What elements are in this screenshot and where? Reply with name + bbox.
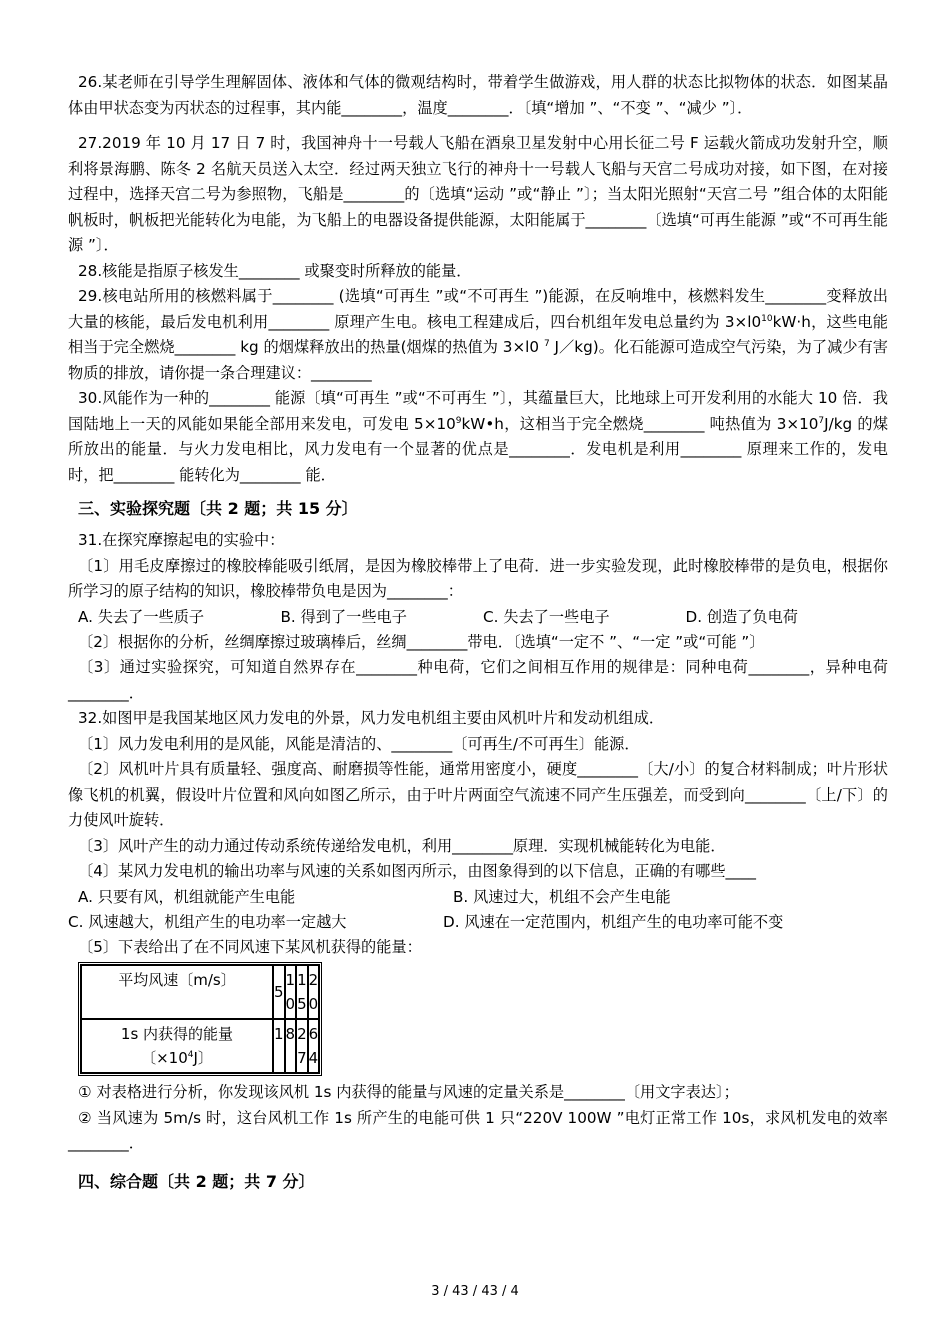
question-32-part-1: 〔1〕风力发电利用的是风能，风能是清洁的、________〔可再生/不可再生〕能源．	[78, 734, 640, 753]
option-a: A. 失去了一些质子	[78, 607, 205, 626]
table-cell: 8	[285, 1019, 297, 1073]
question-31-part-1: 〔1〕用毛皮摩擦过的橡胶棒能吸引纸屑，是因为橡胶棒带上了电荷．进一步实验发现，此时橡胶棒带的是负电，根据你所学习的原子结构的知识，橡胶棒带负电是因为________：	[68, 556, 888, 600]
table-header-wind-speed: 平均风速〔m/s〕	[81, 965, 273, 1019]
question-32-options-row-1	[68, 885, 888, 910]
table-cell: 10	[285, 965, 297, 1019]
option-c: C. 失去了一些电子	[483, 607, 610, 626]
table-cell: 27	[296, 1019, 308, 1073]
question-27: 27.2019 年 10 月 17 日 7 时，我国神舟十一号载人飞船在酒泉卫星发射中心用长征二号 F 运载火箭成功发射升空，顺利将景海鹏、陈冬 2 名航天员送入太空．经过两天独立飞行的神舟十一号载人飞船与天宫二号成功对接，如下图，在对接过程中，选择天宫二号为参照物，飞船是________的〔选填“运动 ”或“静止 ”〕；当太阳光照射“天宫二号 ”组合体的太阳能帆板时，帆板把光能转化为电能，为飞船上的电器设备提供能源，太阳能属于________〔选填“可再生能源 ”或“不可再生能源 ”〕．	[68, 134, 888, 254]
question-31-part-3: 〔3〕通过实验探究，可知道自然界存在________种电荷，它们之间相互作用的规律是：同种电荷________，异种电荷________．	[68, 658, 888, 702]
question-26: 26.某老师在引导学生理解固体、液体和气体的微观结构时，带着学生做游戏，用人群的状态比拟物体的状态．如图某晶体由甲状态变为丙状态的过程事，其内能________，温度________．〔填“增加 ”、“不变 ”、“减少 ”〕．	[68, 73, 888, 117]
table-row	[81, 965, 319, 1019]
table-row	[81, 1019, 319, 1073]
document-page	[68, 70, 888, 1201]
table-cell: 1	[273, 1019, 285, 1073]
question-31-options	[68, 605, 888, 630]
question-32-part-5-1: ① 对表格进行分析，你发现该风机 1s 内获得的能量与风速的定量关系是________〔用文字表达〕；	[78, 1083, 739, 1101]
table-cell: 20	[308, 965, 320, 1019]
section-4-heading: 四、综合题〔共 2 题；共 7 分〕	[78, 1171, 315, 1191]
option-d: D. 风速在一定范围内，机组产生的电功率可能不变	[443, 912, 784, 931]
question-32-part-2: 〔2〕风机叶片具有质量轻、强度高、耐磨损等性能，通常用密度小，硬度________〔大/小〕的复合材料制成；叶片形状像飞机的机翼，假设叶片位置和风向如图乙所示，由于叶片两面空气流速不同产生压强差，而受到向________〔上/下〕的力使风叶旋转．	[68, 760, 888, 829]
question-32-part-5-2: ② 当风速为 5m/s 时，这台风机工作 1s 所产生的电能可供 1 只“220V 100W ”电灯正常工作 10s，求风机发电的效率________．	[68, 1108, 888, 1152]
option-a: A. 只要有风，机组就能产生电能	[78, 887, 296, 906]
question-30: 30.风能作为一种的________ 能源〔填“可再生 ”或“不可再生 ”〕，其蕴量巨大，比地球上可开发利用的水能大 10 倍．我国陆地上一天的风能如果能全部用来发电，可发电 $5\times 10^9kW•h$，这相当于完全燃烧________ 吨热值为 $3\times 10^7J/kg$ 的煤所放出的能量．与火力发电相比，风力发电有一个显著的优点是________．发电机是利用________ 原理来工作的，发电时，把________ 能转化为________ 能．	[68, 389, 889, 484]
option-c: C. 风速越大，机组产生的电功率一定越大	[68, 912, 347, 931]
question-29: 29.核电站所用的核燃料属于________ (选填“可再生 ”或“不可再生 ”)能源，在反响堆中，核燃料发生________变释放出大量的核能，最后发电机利用________ 原理产生电。核电工程建成后，四台机组年发电总量约为 $3\times l0^{10}kW\cdot h$，这些电能相当于完全燃烧________ kg 的烟煤释放出的热量(烟煤的热值为 3×l0 $^7$ J／kg)。化石能源可造成空气污染，为了减少有害物质的排放，请你提一条合理建议：________	[68, 287, 888, 382]
table-header-energy: 1s 内获得的能量 〔$\times 10^4J$〕	[81, 1019, 273, 1073]
section-3-heading: 三、实验探究题〔共 2 题；共 15 分〕	[78, 499, 358, 518]
question-28: 28.核能是指原子核发生________ 或聚变时所释放的能量．	[78, 261, 472, 280]
table-cell: 5	[273, 965, 285, 1019]
question-32-part-5: 〔5〕下表给出了在不同风速下某风机获得的能量：	[78, 937, 422, 956]
question-32-part-4: 〔4〕某风力发电机的输出功率与风速的关系如图丙所示，由图象得到的以下信息，正确的有哪些____	[78, 862, 756, 880]
question-32-options-row-2	[68, 910, 888, 935]
table-cell: 15	[296, 965, 308, 1019]
question-31: 31.在探究摩擦起电的实验中：	[78, 531, 285, 549]
page-footer: 3 / 43 / 43 / 4	[431, 1284, 519, 1299]
option-b: B. 得到了一些电子	[280, 607, 407, 626]
question-31-part-2: 〔2〕根据你的分析，丝绸摩擦过玻璃棒后，丝绸________带电．〔选填“一定不 ”、“一定 ”或“可能 ”〕	[78, 632, 765, 651]
option-d: D. 创造了负电荷	[685, 607, 798, 626]
question-32: 32.如图甲是我国某地区风力发电的外景，风力发电机组主要由风机叶片和发动机组成．	[78, 709, 665, 727]
table-cell: 64	[308, 1019, 320, 1073]
wind-energy-table	[78, 962, 322, 1076]
question-32-part-3: 〔3〕风叶产生的动力通过传动系统传递给发电机，利用________原理．实现机械能转化为电能．	[78, 836, 726, 855]
option-b: B. 风速过大，机组不会产生电能	[453, 887, 671, 906]
